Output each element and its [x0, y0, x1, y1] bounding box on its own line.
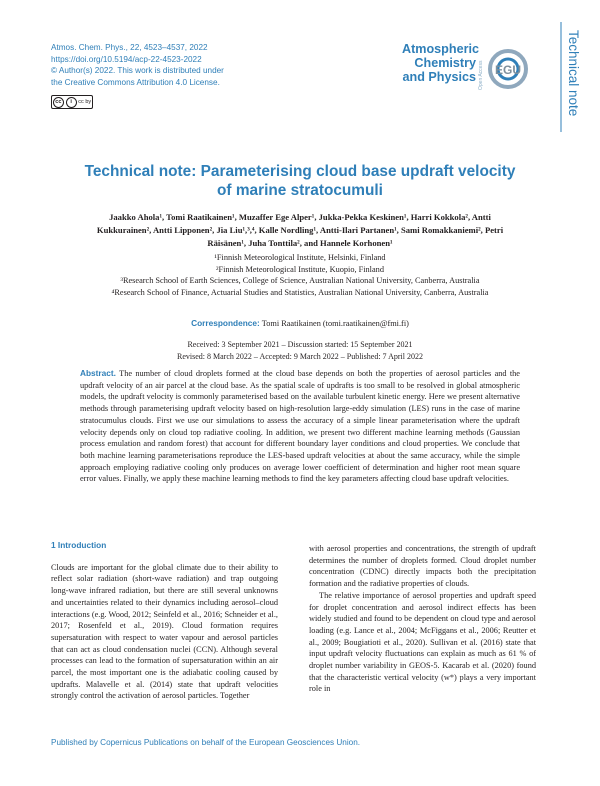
copyright: © Author(s) 2022. This work is distributed under	[51, 66, 224, 76]
license-link[interactable]: the Creative Commons Attribution 4.0 License.	[51, 77, 220, 87]
history-dates	[100, 339, 500, 362]
doi-link[interactable]: https://doi.org/10.5194/acp-22-4523-2022	[51, 54, 202, 64]
author-list: Jaakko Ahola¹, Tomi Raatikainen¹, Muzaffer Ege Alper¹, Jukka-Pekka Keskinen¹, Harri Kokkola², Antti Kukkurainen², Antti Lipponen², Jia Liu¹,³,⁴, Kalle Nordling¹, Antti-Ilari Partanen¹, Sami Romakkaniemi², Petri Räisänen¹, Juha Tonttila², and Hannele Korhonen¹	[96, 212, 504, 248]
cc-icon: cc	[53, 97, 64, 108]
cc-license-badge[interactable]	[51, 95, 93, 109]
paper-title: Technical note: Parameterising cloud base updraft velocity of marine stratocumuli	[84, 163, 516, 199]
dates-line-1: Received: 3 September 2021 – Discussion started: 15 September 2021	[187, 340, 413, 349]
abstract-label: Abstract.	[80, 368, 116, 378]
column-left	[51, 540, 278, 702]
cc-badge-label: cc by	[78, 99, 92, 105]
journal-line-2: Chemistry	[414, 56, 476, 71]
dates-line-2: Revised: 8 March 2022 – Accepted: 9 March 2022 – Published: 7 April 2022	[177, 351, 423, 361]
correspondence-value[interactable]: Tomi Raatikainen (tomi.raatikainen@fmi.fi)	[261, 319, 409, 328]
citation-block	[51, 42, 224, 88]
intro-paragraph-1: Clouds are important for the global climate due to their ability to reflect solar radiation (short-wave radiation) and trap outgoing long-wave infrared radiation, but there are still several unknowns and uncertainties related to their dynamics including aerosol–cloud interactions (e.g. Wood, 2012; Seinfeld et al., 2016; Schneider et al., 2017; Rosenfeld et al., 2019). Cloud formation requires supersaturation with respect to water vapour and aerosol particles that can act as cloud condensation nuclei (CCN). Although several processes can lead to the formation of supersaturation within an air parcel, the most important one is the adiabatic cooling caused by updrafts. Malavelle et al. (2014) state that updraft velocities strongly control the activation of aerosol particles. Together	[51, 562, 278, 701]
publisher-footer: Published by Copernicus Publications on behalf of the European Geosciences Union.	[51, 738, 361, 747]
egu-logo-icon	[488, 49, 528, 89]
citation: Atmos. Chem. Phys., 22, 4523–4537, 2022	[51, 43, 208, 52]
journal-line-1: Atmospheric	[402, 42, 479, 56]
affiliation-1: ¹Finnish Meteorological Institute, Helsinki, Finland	[214, 253, 386, 262]
journal-line-3: and Physics	[402, 70, 476, 85]
section-heading: 1 Introduction	[51, 540, 107, 550]
journal-name	[402, 42, 479, 85]
correspondence-label: Correspondence:	[191, 318, 260, 328]
column-right	[309, 543, 536, 695]
affiliations	[66, 252, 534, 298]
correspondence	[100, 318, 500, 328]
side-tab-label: Technical note	[566, 30, 581, 117]
affiliation-2: ²Finnish Meteorological Institute, Kuopio, Finland	[216, 264, 384, 274]
abstract	[80, 368, 520, 485]
intro-paragraph-3: The relative importance of aerosol properties and updraft speed for droplet concentration and aerosol indirect effects has been widely studied and found to be dependent on cloud type and aerosol loading (e.g. Lance et al., 2004; McFiggans et al., 2006; Reutter et al., 2009; Bougiatioti et al., 2020). Sullivan et al. (2016) state that input updraft velocity fluctuations can explain as much as 61 % of droplet number variability in GEOS-5. Kacarab et al. (2020) found that the characteristic vertical velocity (w*) plays a very important role in	[309, 590, 536, 694]
egu-logo-text: EGU	[494, 63, 522, 77]
abstract-text: The number of cloud droplets formed at the cloud base depends on both the properties of aerosol particles and the updraft velocity of an air parcel at the cloud base. As the spatial scale of updrafts is too small to be resolved in global atmospheric models, the updraft velocity is commonly parameterised based on the available turbulent kinetic energy. Here we present alternative methods through parameterising updraft velocity based on high-resolution large-eddy simulation (LES) runs in the case of marine stratocumulus clouds. First we use our simulations to assess the accuracy of a simple linear parameterisation where the updraft velocity depends only on cloud top radiative cooling. In addition, we present two different machine learning methods (Gaussian process emulation and random forest) that account for different boundary layer conditions and cloud properties. We conclude that both machine learning parameterisations reproduce the LES-based updraft velocities at about the same accuracy, while the simple approach employing radiative cooling only produces on average lower coefficient of determination and higher root mean square error values. Finally, we apply these machine learning methods to find the key parameters affecting cloud base updraft velocities.	[80, 369, 520, 484]
open-access-label: Open Access	[478, 60, 484, 90]
intro-paragraph-2: with aerosol properties and concentrations, the strength of updraft determines the number of droplets formed. Cloud droplet number concentration (CDNC) directly impacts both the precipitation formation and the radiative properties of clouds.	[309, 544, 536, 589]
by-icon: i	[66, 97, 77, 108]
affiliation-3: ³Research School of Earth Sciences, College of Science, Australian National University, Canberra, Australia	[120, 276, 480, 286]
affiliation-4: ⁴Research School of Finance, Actuarial Studies and Statistics, Australian National University, Canberra, Australia	[111, 287, 489, 297]
